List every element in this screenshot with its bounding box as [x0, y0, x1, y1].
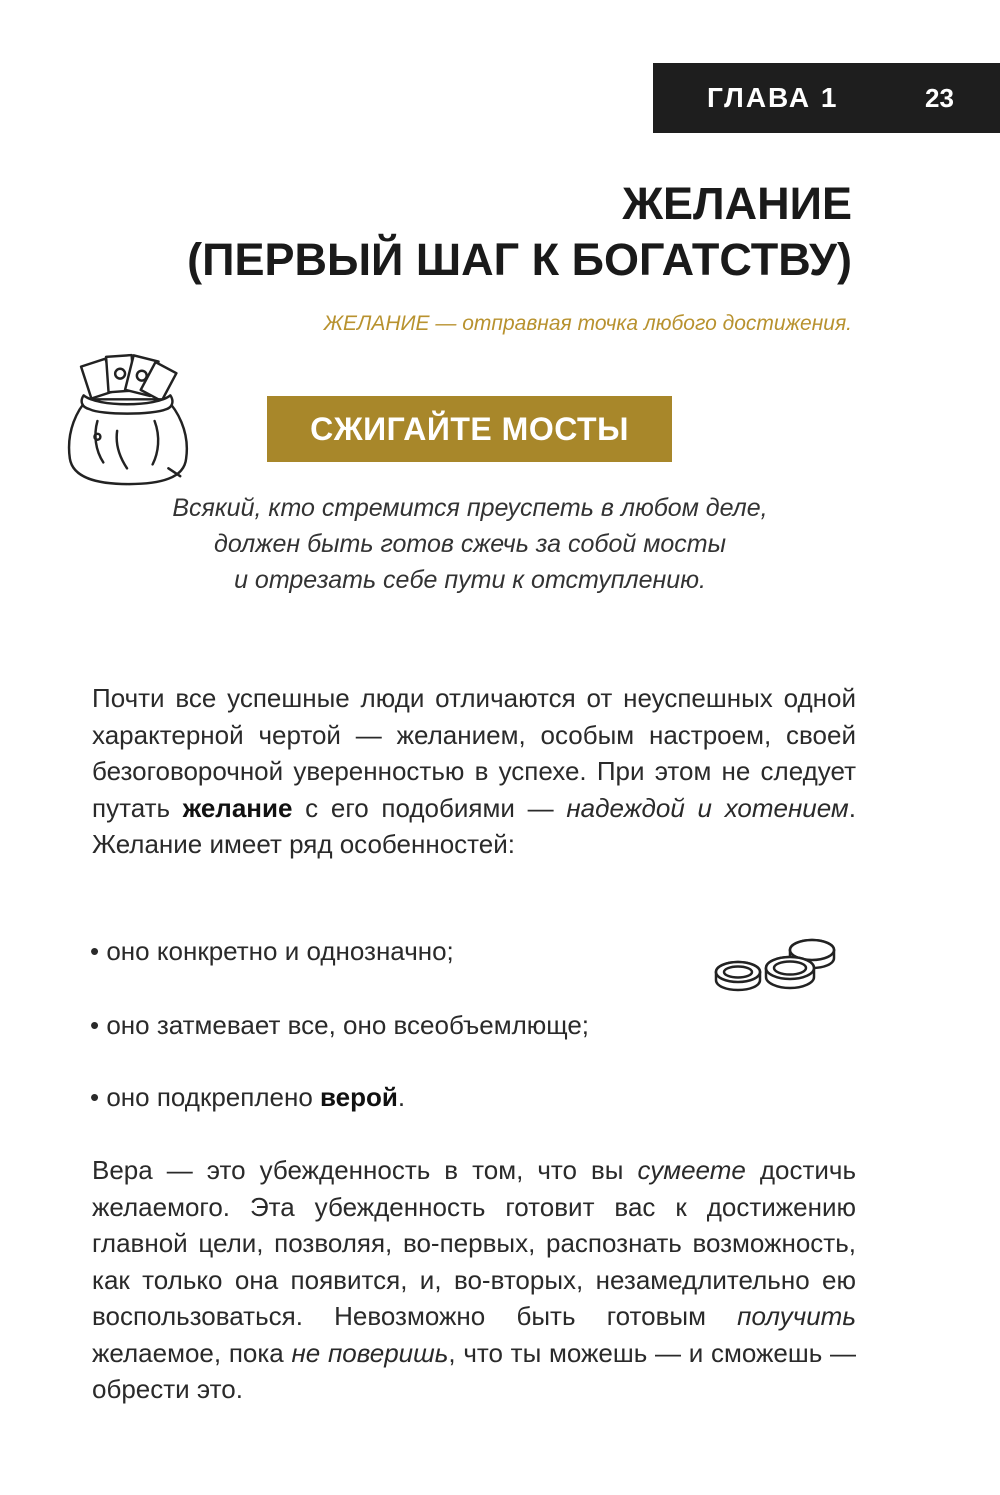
bullet-item: • оно затмевает все, оно всеобъемлюще; [90, 1010, 590, 1040]
text-span: Вера — это убежденность в том, что вы [92, 1155, 638, 1185]
quote [100, 490, 840, 598]
italic-term: надеждой и хотением [566, 792, 849, 823]
italic-term: не поверишь [291, 1337, 449, 1368]
bullet-item [90, 1080, 405, 1114]
text-span: желаемое, пока [92, 1337, 292, 1368]
chapter-label: ГЛАВА 1 [707, 82, 839, 113]
chapter-header [653, 63, 1000, 133]
text-span: . Желание имеет ряд особенностей: [92, 792, 856, 859]
italic-term: получить [737, 1301, 856, 1331]
italic-term: сумеете [637, 1155, 746, 1185]
bold-term: желание [182, 792, 293, 823]
page-number: 23 [925, 83, 954, 113]
text-span: с его подобиями — [292, 792, 567, 823]
text-span: • оно подкреплено [90, 1082, 321, 1112]
text-span: , что ты можешь — и сможешь — обрести это. [92, 1337, 856, 1404]
title-line-1: ЖЕЛАНИЕ [622, 178, 852, 229]
paragraph-desire [92, 680, 856, 863]
coins-icon [708, 934, 840, 996]
money-bag-icon [58, 352, 196, 490]
section-banner: СЖИГАЙТЕ МОСТЫ [267, 396, 672, 462]
text-span: Почти все успешные люди отличаются от неуспешных одной характерной чертой — желанием, особым настроем, своей безоговорочной уверенностью в успехе. При этом не следует путать [92, 683, 856, 823]
paragraph-faith [92, 1152, 856, 1408]
page-title [187, 176, 852, 288]
bullet-item: • оно конкретно и однозначно; [90, 936, 454, 966]
epigraph: ЖЕЛАНИЕ — отправная точка любого достижения. [323, 312, 852, 335]
title-line-2: (ПЕРВЫЙ ШАГ К БОГАТСТВУ) [187, 234, 852, 285]
text-span: . [397, 1082, 406, 1112]
text-span: достичь желаемого. Эта убежденность готовит вас к достижению главной цели, позволяя, во-первых, распознать возможность, как только она появится, и, во-вторых, незамедлительно ею воспользоваться. Невозможно быть готовым [92, 1155, 856, 1331]
bold-term: верой [320, 1082, 398, 1112]
quote-line-3: и отрезать себе пути к отступлению. [234, 566, 706, 594]
quote-line-2: должен быть готов сжечь за собой мосты [214, 530, 726, 558]
quote-line-1: Всякий, кто стремится преуспеть в любом деле, [172, 494, 768, 522]
